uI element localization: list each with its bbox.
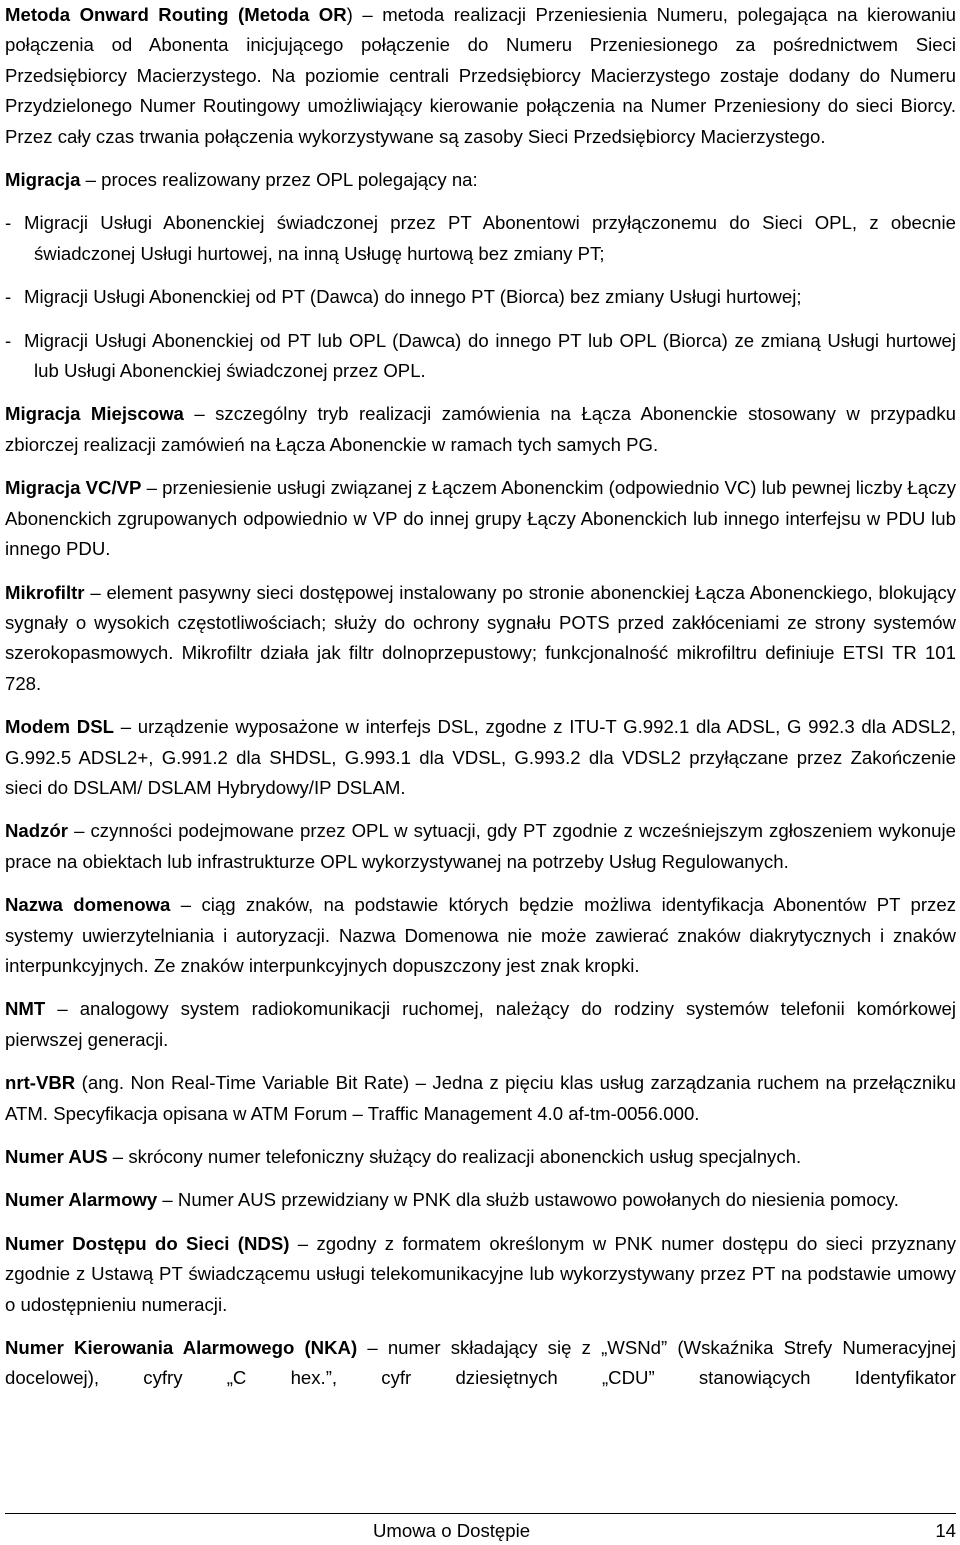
definition-text: – element pasywny sieci dostępowej instalowany po stronie abonenckiej Łącza Abonenckiego, blokujący sygnały o wysokich częstotliwościach; służy do ochrony sygnału POTS przed zakłóceniami ze strony systemów szerokopasmowych. Mikrofiltr działa jak filtr dolnoprzepustowy; funkcjonalność mikrofiltru definiuje ETSI TR 101 728. (5, 581, 956, 694)
definition-term: Mikrofiltr (5, 581, 85, 603)
definition-text: ) – metoda realizacji Przeniesienia Numeru, polegająca na kierowaniu połączenia od Abonenta inicjującego połączenie do Numeru Przeniesionego za pośrednictwem Sieci Przedsiębiorcy Macierzystego. Na poziomie centrali Przedsiębiorcy Macierzystego zostaje dodany do Numeru Przydzielonego Numer Routingowy umożliwiający kierowanie połączenia na Numer Przeniesiony do sieci Biorcy. Przez cały czas trwania połączenia wykorzystywane są zasoby Sieci Przedsiębiorcy Macierzystego. (5, 4, 956, 147)
definition-term: NMT (5, 998, 46, 1020)
definition-term: Numer Dostępu do Sieci (NDS) (5, 1232, 290, 1254)
definition-text: – numer składający się z „WSNd” (Wskaźnika Strefy Numeracyjnej docelowej), cyfry „C hex.”, cyfr dziesiętnych „CDU” stanowiących Identyfikator (5, 1337, 956, 1389)
definition-term: Numer AUS (5, 1146, 108, 1167)
definition-numer-dostepu-do-sieci (5, 1229, 956, 1320)
migration-list (5, 208, 956, 386)
list-item (5, 208, 956, 269)
definition-term: Migracja Miejscowa (5, 403, 184, 425)
definition-nadzor (5, 816, 956, 877)
definition-nrt-vbr (5, 1068, 956, 1129)
list-item-text: Migracji Usługi Abonenckiej od PT (Dawca) do innego PT (Biorca) bez zmiany Usługi hurtowej; (24, 286, 802, 308)
list-item (5, 282, 956, 312)
definition-migracja-miejscowa (5, 399, 956, 460)
definition-text: – przeniesienie usługi związanej z Łączem Abonenckim (odpowiednio VC) lub pewnej liczby Łączy Abonenckich zgrupowanych odpowiednio w VP do innej grupy Łączy Abonenckich lub innego interfejsu w PDU lub innego PDU. (5, 477, 957, 560)
definition-mikrofiltr (5, 578, 956, 700)
definition-term: Numer Alarmowy (5, 1189, 158, 1211)
definition-nazwa-domenowa (5, 890, 956, 981)
page-footer (5, 1519, 956, 1543)
definition-numer-aus (5, 1142, 956, 1172)
definition-term: nrt-VBR (5, 1072, 76, 1094)
definition-text: – szczególny tryb realizacji zamówienia na Łącza Abonenckie stosowany w przypadku zbiorczej realizacji zamówień na Łącza Abonenckie w ramach tych samych PG. (5, 403, 957, 455)
definition-numer-kierowania-alarmowego (5, 1333, 956, 1394)
footer-document-title: Umowa o Dostępie (373, 1520, 531, 1541)
definition-text: – analogowy system radiokomunikacji ruchomej, należący do rodziny systemów telefonii komórkowej pierwszej generacji. (5, 998, 956, 1050)
definition-metoda-onward-routing (5, 0, 956, 152)
definition-migracja (5, 165, 956, 195)
footer-divider (5, 1513, 956, 1514)
definition-nmt (5, 994, 956, 1055)
definition-term: Modem DSL (5, 716, 114, 738)
definition-numer-alarmowy (5, 1185, 956, 1215)
list-item-text: Migracji Usługi Abonenckiej świadczonej przez PT Abonentowi przyłączonemu do Sieci OPL, z obecnie świadczonej Usługi hurtowej, na inną Usługę hurtową bez zmiany PT; (24, 212, 956, 264)
list-item-text: Migracji Usługi Abonenckiej od PT lub OPL (Dawca) do innego PT lub OPL (Biorca) ze zmianą Usługi hurtowej lub Usługi Abonenckiej świadczonej przez OPL. (24, 329, 956, 382)
definition-text: (ang. Non Real-Time Variable Bit Rate) – Jedna z pięciu klas usług zarządzania ruchem na przełączniku ATM. Specyfikacja opisana w ATM Forum – Traffic Management 4.0 af-tm-0056.000. (5, 1072, 956, 1124)
footer-page-number: 14 (935, 1520, 956, 1541)
page-content (5, 0, 956, 1407)
definition-term: Nazwa domenowa (5, 894, 171, 916)
definition-term: Metoda Onward Routing (Metoda OR (5, 4, 347, 25)
list-item (5, 326, 956, 387)
list-dash: - (5, 286, 12, 308)
definition-text: – skrócony numer telefoniczny służący do realizacji abonenckich usług specjalnych. (107, 1146, 802, 1167)
definition-text: – ciąg znaków, na podstawie których będzie możliwa identyfikacja Abonentów PT przez systemy uwierzytelniania i autoryzacji. Nazwa Domenowa nie może zawierać znaków diakrytycznych i znaków interpunkcyjnych. Ze znaków interpunkcyjnych dopuszczony jest znak kropki. (5, 894, 956, 976)
definition-text: – urządzenie wyposażone w interfejs DSL, zgodne z ITU-T G.992.1 dla ADSL, G 992.3 dla ADSL2, G.992.5 ADSL2+, G.991.2 dla SHDSL, G.993.1 dla VDSL, G.993.2 dla VDSL2 przyłączane przez Zakończenie sieci do DSLAM/ DSLAM Hybrydowy/IP DSLAM. (5, 716, 956, 798)
definition-text: – czynności podejmowane przez OPL w sytuacji, gdy PT zgodnie z wcześniejszym zgłoszeniem wykonuje prace na obiektach lub infrastrukturze OPL wykorzystywanej na potrzeby Usług Regulowanych. (5, 820, 956, 872)
definition-term: Numer Kierowania Alarmowego (NKA) (5, 1337, 358, 1359)
definition-modem-dsl (5, 712, 956, 803)
definition-text: – Numer AUS przewidziany w PNK dla służb ustawowo powołanych do niesienia pomocy. (157, 1189, 899, 1211)
definition-term: Migracja VC/VP (5, 477, 142, 499)
definition-text: – zgodny z formatem określonym w PNK numer dostępu do sieci przyznany zgodnie z Ustawą PT świadczącemu usługi telekomunikacyjne lub wykorzystywany przez PT na podstawie umowy o udostępnieniu numeracji. (5, 1232, 956, 1315)
list-dash: - (5, 329, 12, 351)
list-dash: - (5, 212, 12, 234)
definition-text: – proces realizowany przez OPL polegający na: (80, 169, 478, 191)
definition-migracja-vc-vp (5, 473, 956, 564)
definition-term: Migracja (5, 169, 81, 191)
definition-term: Nadzór (5, 820, 69, 842)
